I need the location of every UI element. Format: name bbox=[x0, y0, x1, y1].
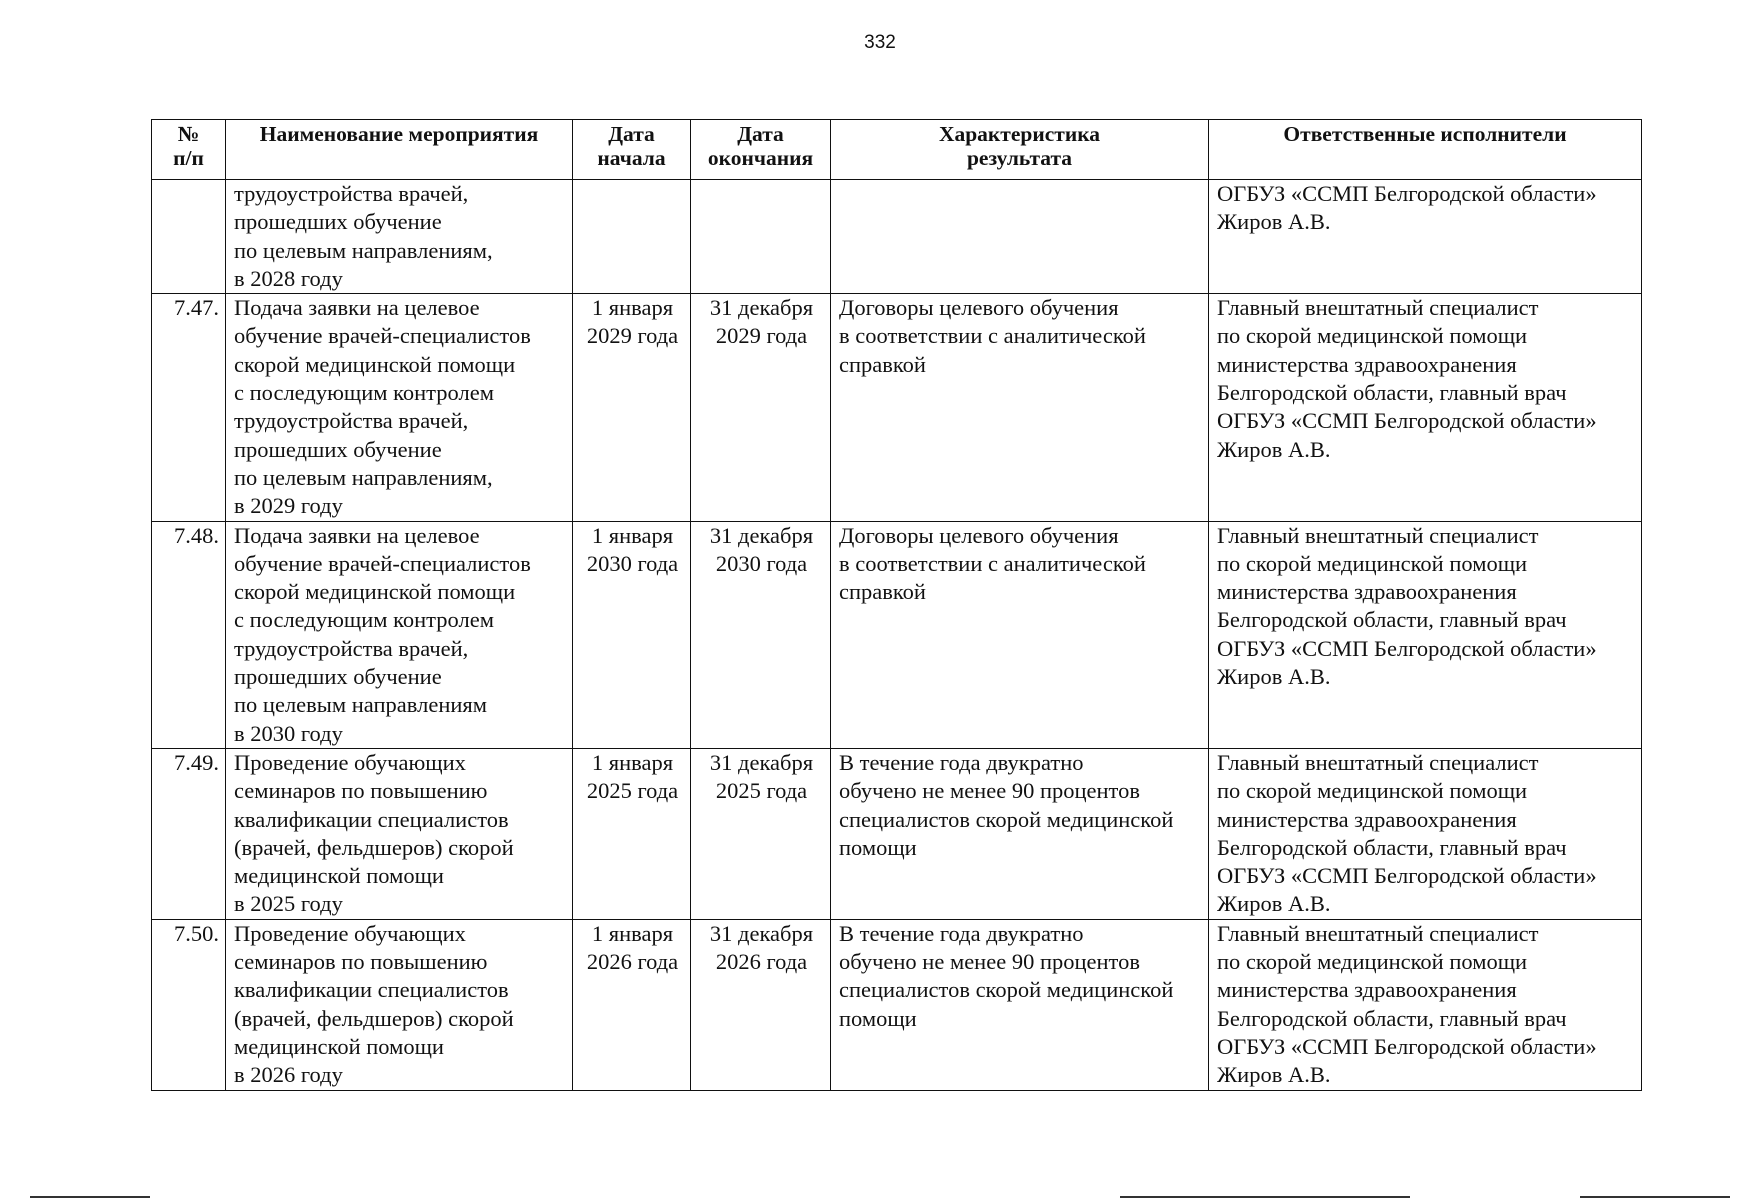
event-name: трудоустройства врачей, прошедших обучение по целевым направлениям, в 2028 году bbox=[226, 180, 573, 294]
scan-mark bbox=[1580, 1196, 1730, 1198]
table-row bbox=[152, 294, 1642, 521]
result-description: Договоры целевого обучения в соответствии с аналитической справкой bbox=[831, 294, 1209, 521]
table-header-row bbox=[152, 120, 1642, 180]
end-date: 31 декабря 2026 года bbox=[691, 919, 831, 1090]
responsible-persons: Главный внештатный специалист по скорой медицинской помощи министерства здравоохранения Белгородской области, главный врач ОГБУЗ «ССМП Белгородской области» Жиров А.В. bbox=[1209, 294, 1642, 521]
row-number: 7.47. bbox=[152, 294, 226, 521]
table-row bbox=[152, 748, 1642, 919]
start-date: 1 января 2026 года bbox=[573, 919, 691, 1090]
responsible-persons: Главный внештатный специалист по скорой медицинской помощи министерства здравоохранения Белгородской области, главный врач ОГБУЗ «ССМП Белгородской области» Жиров А.В. bbox=[1209, 748, 1642, 919]
scan-mark bbox=[1120, 1196, 1410, 1198]
result-description: В течение года двукратно обучено не менее 90 процентов специалистов скорой медицинской помощи bbox=[831, 919, 1209, 1090]
header-end-date: Дата окончания bbox=[691, 120, 831, 180]
start-date: 1 января 2030 года bbox=[573, 521, 691, 748]
row-number: 7.49. bbox=[152, 748, 226, 919]
event-name: Проведение обучающих семинаров по повышению квалификации специалистов (врачей, фельдшеров) скорой медицинской помощи в 2025 году bbox=[226, 748, 573, 919]
result-description bbox=[831, 180, 1209, 294]
responsible-persons: Главный внештатный специалист по скорой медицинской помощи министерства здравоохранения Белгородской области, главный врач ОГБУЗ «ССМП Белгородской области» Жиров А.В. bbox=[1209, 521, 1642, 748]
table-row bbox=[152, 180, 1642, 294]
event-name: Проведение обучающих семинаров по повышению квалификации специалистов (врачей, фельдшеров) скорой медицинской помощи в 2026 году bbox=[226, 919, 573, 1090]
row-number bbox=[152, 180, 226, 294]
row-number: 7.50. bbox=[152, 919, 226, 1090]
end-date: 31 декабря 2029 года bbox=[691, 294, 831, 521]
responsible-persons: Главный внештатный специалист по скорой медицинской помощи министерства здравоохранения Белгородской области, главный врач ОГБУЗ «ССМП Белгородской области» Жиров А.В. bbox=[1209, 919, 1642, 1090]
scan-mark bbox=[30, 1196, 150, 1198]
header-result: Характеристика результата bbox=[831, 120, 1209, 180]
scan-edge-marks bbox=[0, 1196, 1760, 1200]
start-date bbox=[573, 180, 691, 294]
page-number: 332 bbox=[864, 32, 896, 53]
header-responsible: Ответственные исполнители bbox=[1209, 120, 1642, 180]
events-table bbox=[151, 119, 1642, 1091]
end-date: 31 декабря 2030 года bbox=[691, 521, 831, 748]
end-date: 31 декабря 2025 года bbox=[691, 748, 831, 919]
start-date: 1 января 2025 года bbox=[573, 748, 691, 919]
responsible-persons: ОГБУЗ «ССМП Белгородской области» Жиров А.В. bbox=[1209, 180, 1642, 294]
event-name: Подача заявки на целевое обучение врачей-специалистов скорой медицинской помощи с последующим контролем трудоустройства врачей, прошедших обучение по целевым направлениям, в 2029 году bbox=[226, 294, 573, 521]
header-event-name: Наименование мероприятия bbox=[226, 120, 573, 180]
start-date: 1 января 2029 года bbox=[573, 294, 691, 521]
table-row bbox=[152, 919, 1642, 1090]
end-date bbox=[691, 180, 831, 294]
event-name: Подача заявки на целевое обучение врачей-специалистов скорой медицинской помощи с последующим контролем трудоустройства врачей, прошедших обучение по целевым направлениям в 2030 году bbox=[226, 521, 573, 748]
header-start-date: Дата начала bbox=[573, 120, 691, 180]
row-number: 7.48. bbox=[152, 521, 226, 748]
table-row bbox=[152, 521, 1642, 748]
header-number: № п/п bbox=[152, 120, 226, 180]
result-description: Договоры целевого обучения в соответствии с аналитической справкой bbox=[831, 521, 1209, 748]
result-description: В течение года двукратно обучено не менее 90 процентов специалистов скорой медицинской помощи bbox=[831, 748, 1209, 919]
